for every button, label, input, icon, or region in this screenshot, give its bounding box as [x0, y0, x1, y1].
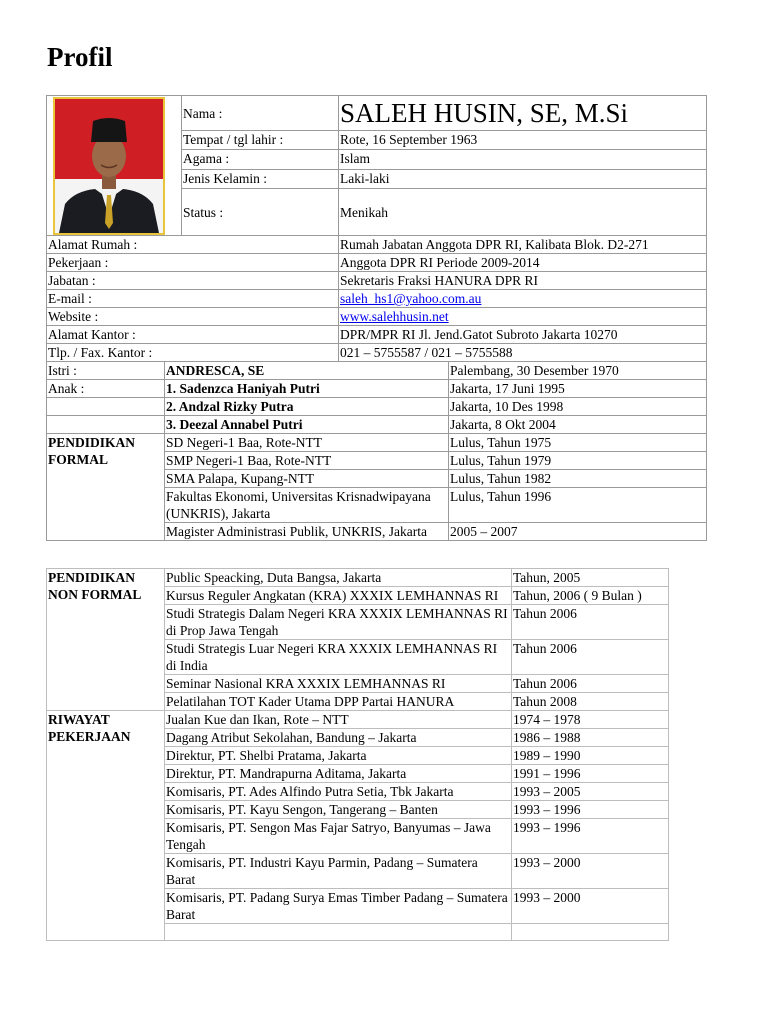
job-label: Pekerjaan : — [47, 254, 339, 272]
child-birth: Jakarta, 10 Des 1998 — [449, 398, 707, 416]
course-year: Tahun 2006 — [512, 675, 669, 693]
position-label: Jabatan : — [47, 272, 339, 290]
email-label: E-mail : — [47, 290, 339, 308]
work-item: Komisaris, PT. Sengon Mas Fajar Satryo, Banyumas – Jawa Tengah — [165, 819, 512, 854]
status-label: Status : — [182, 189, 339, 236]
home-value: Rumah Jabatan Anggota DPR RI, Kalibata Blok. D2-271 — [339, 236, 707, 254]
name-value: SALEH HUSIN, SE, M.Si — [339, 96, 707, 131]
work-years: 1974 – 1978 — [512, 711, 669, 729]
school-year: Lulus, Tahun 1996 — [449, 488, 707, 523]
work-item: Direktur, PT. Shelbi Pratama, Jakarta — [165, 747, 512, 765]
work-years: 1989 – 1990 — [512, 747, 669, 765]
photo-cell — [47, 96, 182, 236]
work-item: Komisaris, PT. Kayu Sengon, Tangerang – Banten — [165, 801, 512, 819]
work-item: Komisaris, PT. Industri Kayu Parmin, Padang – Sumatera Barat — [165, 854, 512, 889]
course-year: Tahun 2006 — [512, 605, 669, 640]
religion-value: Islam — [339, 150, 707, 169]
career-table — [46, 568, 669, 941]
work-years: 1993 – 1996 — [512, 801, 669, 819]
work-item: Komisaris, PT. Ades Alfindo Putra Setia, Tbk Jakarta — [165, 783, 512, 801]
course: Studi Strategis Dalam Negeri KRA XXXIX LEMHANNAS RI di Prop Jawa Tengah — [165, 605, 512, 640]
child-name: 1. Sadenzca Haniyah Putri — [165, 380, 449, 398]
email-link[interactable]: saleh_hs1@yahoo.com.au — [340, 291, 482, 306]
office-label: Alamat Kantor : — [47, 326, 339, 344]
birth-value: Rote, 16 September 1963 — [339, 131, 707, 150]
children-label: Anak : — [47, 380, 165, 398]
work-years: 1993 – 2000 — [512, 889, 669, 924]
course-year: Tahun, 2006 ( 9 Bulan ) — [512, 587, 669, 605]
child-birth: Jakarta, 8 Okt 2004 — [449, 416, 707, 434]
course: Kursus Reguler Angkatan (KRA) XXXIX LEMHANNAS RI — [165, 587, 512, 605]
work-years: 1993 – 2005 — [512, 783, 669, 801]
school-year: Lulus, Tahun 1975 — [449, 434, 707, 452]
home-label: Alamat Rumah : — [47, 236, 339, 254]
course-year: Tahun, 2005 — [512, 569, 669, 587]
child-name: 3. Deezal Annabel Putri — [165, 416, 449, 434]
child-name: 2. Andzal Rizky Putra — [165, 398, 449, 416]
course: Studi Strategis Luar Negeri KRA XXXIX LEMHANNAS RI di India — [165, 640, 512, 675]
work-years: 1993 – 1996 — [512, 819, 669, 854]
position-value: Sekretaris Fraksi HANURA DPR RI — [339, 272, 707, 290]
school: Magister Administrasi Publik, UNKRIS, Jakarta — [165, 523, 449, 541]
profile-table — [46, 95, 707, 541]
work-item: Dagang Atribut Sekolahan, Bandung – Jakarta — [165, 729, 512, 747]
office-value: DPR/MPR RI Jl. Jend.Gatot Subroto Jakarta 10270 — [339, 326, 707, 344]
school-year: Lulus, Tahun 1982 — [449, 470, 707, 488]
child-birth: Jakarta, 17 Juni 1995 — [449, 380, 707, 398]
school-year: 2005 – 2007 — [449, 523, 707, 541]
website-label: Website : — [47, 308, 339, 326]
work-history-heading: RIWAYAT PEKERJAAN — [47, 711, 165, 941]
work-years: 1986 – 1988 — [512, 729, 669, 747]
work-item: Komisaris, PT. Padang Surya Emas Timber Padang – Sumatera Barat — [165, 889, 512, 924]
phone-value: 021 – 5755587 / 021 – 5755588 — [339, 344, 707, 362]
wife-name: ANDRESCA, SE — [165, 362, 449, 380]
job-value: Anggota DPR RI Periode 2009-2014 — [339, 254, 707, 272]
work-item: Direktur, PT. Mandrapurna Aditama, Jakarta — [165, 765, 512, 783]
profile-photo — [53, 97, 165, 235]
status-value: Menikah — [339, 189, 707, 236]
page-title: Profil — [47, 42, 113, 72]
course: Public Speacking, Duta Bangsa, Jakarta — [165, 569, 512, 587]
school-year: Lulus, Tahun 1979 — [449, 452, 707, 470]
wife-label: Istri : — [47, 362, 165, 380]
course-year: Tahun 2008 — [512, 693, 669, 711]
website-link[interactable]: www.salehhusin.net — [340, 309, 449, 324]
empty-cell — [512, 924, 669, 941]
course-year: Tahun 2006 — [512, 640, 669, 675]
birth-label: Tempat / tgl lahir : — [182, 131, 339, 150]
school: Fakultas Ekonomi, Universitas Krisnadwipayana (UNKRIS), Jakarta — [165, 488, 449, 523]
nonformal-education-heading: PENDIDIKAN NON FORMAL — [47, 569, 165, 711]
phone-label: Tlp. / Fax. Kantor : — [47, 344, 339, 362]
course: Seminar Nasional KRA XXXIX LEMHANNAS RI — [165, 675, 512, 693]
empty-cell — [165, 924, 512, 941]
name-label: Nama : — [182, 96, 339, 131]
work-item: Jualan Kue dan Ikan, Rote – NTT — [165, 711, 512, 729]
school: SMA Palapa, Kupang-NTT — [165, 470, 449, 488]
work-years: 1991 – 1996 — [512, 765, 669, 783]
work-years: 1993 – 2000 — [512, 854, 669, 889]
formal-education-heading: PENDIDIKAN FORMAL — [47, 434, 165, 541]
gender-value: Laki-laki — [339, 169, 707, 188]
school: SMP Negeri-1 Baa, Rote-NTT — [165, 452, 449, 470]
gender-label: Jenis Kelamin : — [182, 169, 339, 188]
course: Pelatilahan TOT Kader Utama DPP Partai HANURA — [165, 693, 512, 711]
religion-label: Agama : — [182, 150, 339, 169]
wife-birth: Palembang, 30 Desember 1970 — [449, 362, 707, 380]
school: SD Negeri-1 Baa, Rote-NTT — [165, 434, 449, 452]
